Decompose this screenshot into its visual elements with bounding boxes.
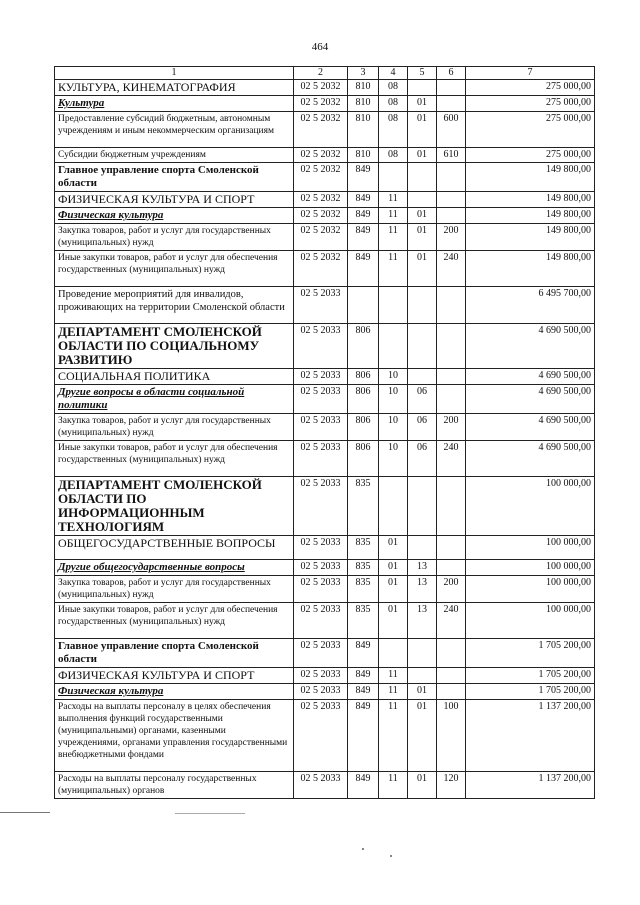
subsection-code-cell bbox=[408, 477, 437, 536]
table-row bbox=[55, 287, 595, 324]
subsection-code-cell: 06 bbox=[408, 441, 437, 477]
target-code-cell: 02 5 2033 bbox=[294, 639, 348, 668]
department-code-cell: 849 bbox=[348, 192, 379, 208]
subsection-code-cell: 13 bbox=[408, 560, 437, 576]
header-col-4: 4 bbox=[379, 67, 408, 80]
section-code-cell: 10 bbox=[379, 414, 408, 441]
department-code-cell bbox=[348, 287, 379, 324]
subsection-code-cell: 01 bbox=[408, 112, 437, 148]
amount-cell: 1 137 200,00 bbox=[466, 772, 595, 799]
target-code-cell: 02 5 2033 bbox=[294, 385, 348, 414]
table-row bbox=[55, 148, 595, 163]
table-row bbox=[55, 536, 595, 560]
table-row bbox=[55, 163, 595, 192]
table-row bbox=[55, 324, 595, 369]
target-code-cell: 02 5 2032 bbox=[294, 80, 348, 96]
section-code-cell: 08 bbox=[379, 148, 408, 163]
expense-type-cell bbox=[437, 560, 466, 576]
department-code-cell: 806 bbox=[348, 414, 379, 441]
target-code-cell: 02 5 2033 bbox=[294, 668, 348, 684]
expense-type-cell: 240 bbox=[437, 441, 466, 477]
row-name-cell: Закупка товаров, работ и услуг для государственных (муниципальных) нужд bbox=[55, 414, 294, 441]
target-code-cell: 02 5 2033 bbox=[294, 369, 348, 385]
department-code-cell: 806 bbox=[348, 385, 379, 414]
amount-cell: 149 800,00 bbox=[466, 224, 595, 251]
page-number: 464 bbox=[311, 41, 329, 53]
department-code-cell: 835 bbox=[348, 477, 379, 536]
header-col-7: 7 bbox=[466, 67, 595, 80]
section-code-cell: 10 bbox=[379, 369, 408, 385]
expense-type-cell: 200 bbox=[437, 224, 466, 251]
amount-cell: 1 705 200,00 bbox=[466, 639, 595, 668]
department-code-cell: 835 bbox=[348, 560, 379, 576]
department-code-cell: 835 bbox=[348, 576, 379, 603]
department-code-cell: 849 bbox=[348, 224, 379, 251]
target-code-cell: 02 5 2032 bbox=[294, 224, 348, 251]
expense-type-cell: 200 bbox=[437, 414, 466, 441]
subsection-code-cell: 06 bbox=[408, 385, 437, 414]
expense-type-cell: 200 bbox=[437, 576, 466, 603]
table-row bbox=[55, 441, 595, 477]
department-code-cell: 835 bbox=[348, 536, 379, 560]
expense-type-cell: 610 bbox=[437, 148, 466, 163]
row-name-cell: ФИЗИЧЕСКАЯ КУЛЬТУРА И СПОРТ bbox=[55, 668, 294, 684]
amount-cell: 275 000,00 bbox=[466, 112, 595, 148]
department-code-cell: 835 bbox=[348, 603, 379, 639]
amount-cell: 149 800,00 bbox=[466, 208, 595, 224]
department-code-cell: 849 bbox=[348, 700, 379, 772]
amount-cell: 6 495 700,00 bbox=[466, 287, 595, 324]
header-col-3: 3 bbox=[348, 67, 379, 80]
row-name-cell: ДЕПАРТАМЕНТ СМОЛЕНСКОЙ ОБЛАСТИ ПО ИНФОРМАЦИОННЫМ ТЕХНОЛОГИЯМ bbox=[55, 477, 294, 536]
row-name-cell: Иные закупки товаров, работ и услуг для обеспечения государственных (муниципальных) нужд bbox=[55, 603, 294, 639]
expense-type-cell: 120 bbox=[437, 772, 466, 799]
section-code-cell: 11 bbox=[379, 700, 408, 772]
header-col-1: 1 bbox=[55, 67, 294, 80]
amount-cell: 4 690 500,00 bbox=[466, 385, 595, 414]
subsection-code-cell bbox=[408, 324, 437, 369]
expense-type-cell bbox=[437, 668, 466, 684]
section-code-cell bbox=[379, 639, 408, 668]
table-row bbox=[55, 96, 595, 112]
section-code-cell: 10 bbox=[379, 441, 408, 477]
target-code-cell: 02 5 2033 bbox=[294, 324, 348, 369]
amount-cell: 275 000,00 bbox=[466, 80, 595, 96]
department-code-cell: 849 bbox=[348, 208, 379, 224]
table-body bbox=[55, 80, 595, 799]
department-code-cell: 806 bbox=[348, 441, 379, 477]
table-row bbox=[55, 369, 595, 385]
amount-cell: 100 000,00 bbox=[466, 576, 595, 603]
target-code-cell: 02 5 2033 bbox=[294, 477, 348, 536]
budget-table bbox=[54, 66, 595, 799]
section-code-cell: 08 bbox=[379, 112, 408, 148]
table-row bbox=[55, 477, 595, 536]
subsection-code-cell bbox=[408, 369, 437, 385]
subsection-code-cell: 01 bbox=[408, 700, 437, 772]
expense-type-cell bbox=[437, 684, 466, 700]
expense-type-cell: 240 bbox=[437, 603, 466, 639]
table-row bbox=[55, 603, 595, 639]
subsection-code-cell: 01 bbox=[408, 251, 437, 287]
row-name-cell: Главное управление спорта Смоленской области bbox=[55, 639, 294, 668]
amount-cell: 149 800,00 bbox=[466, 251, 595, 287]
row-name-cell: ДЕПАРТАМЕНТ СМОЛЕНСКОЙ ОБЛАСТИ ПО СОЦИАЛЬНОМУ РАЗВИТИЮ bbox=[55, 324, 294, 369]
table-row bbox=[55, 80, 595, 96]
expense-type-cell bbox=[437, 477, 466, 536]
subsection-code-cell: 13 bbox=[408, 576, 437, 603]
target-code-cell: 02 5 2032 bbox=[294, 96, 348, 112]
expense-type-cell bbox=[437, 639, 466, 668]
subsection-code-cell bbox=[408, 668, 437, 684]
table-row bbox=[55, 700, 595, 772]
expense-type-cell bbox=[437, 369, 466, 385]
subsection-code-cell: 06 bbox=[408, 414, 437, 441]
subsection-code-cell: 01 bbox=[408, 684, 437, 700]
amount-cell: 275 000,00 bbox=[466, 96, 595, 112]
section-code-cell: 11 bbox=[379, 668, 408, 684]
section-code-cell bbox=[379, 477, 408, 536]
section-code-cell bbox=[379, 163, 408, 192]
table-row bbox=[55, 112, 595, 148]
section-code-cell: 11 bbox=[379, 684, 408, 700]
target-code-cell: 02 5 2033 bbox=[294, 287, 348, 324]
department-code-cell: 849 bbox=[348, 684, 379, 700]
subsection-code-cell: 13 bbox=[408, 603, 437, 639]
row-name-cell: Закупка товаров, работ и услуг для государственных (муниципальных) нужд bbox=[55, 576, 294, 603]
amount-cell: 100 000,00 bbox=[466, 477, 595, 536]
target-code-cell: 02 5 2033 bbox=[294, 414, 348, 441]
amount-cell: 4 690 500,00 bbox=[466, 441, 595, 477]
row-name-cell: Закупка товаров, работ и услуг для государственных (муниципальных) нужд bbox=[55, 224, 294, 251]
section-code-cell: 11 bbox=[379, 772, 408, 799]
table-row bbox=[55, 224, 595, 251]
section-code-cell: 11 bbox=[379, 192, 408, 208]
target-code-cell: 02 5 2032 bbox=[294, 163, 348, 192]
section-code-cell: 08 bbox=[379, 96, 408, 112]
section-code-cell: 11 bbox=[379, 251, 408, 287]
table-row bbox=[55, 576, 595, 603]
expense-type-cell: 600 bbox=[437, 112, 466, 148]
target-code-cell: 02 5 2032 bbox=[294, 192, 348, 208]
target-code-cell: 02 5 2033 bbox=[294, 772, 348, 799]
amount-cell: 4 690 500,00 bbox=[466, 414, 595, 441]
subsection-code-cell bbox=[408, 80, 437, 96]
amount-cell: 1 705 200,00 bbox=[466, 668, 595, 684]
scan-artifact bbox=[0, 812, 50, 813]
subsection-code-cell: 01 bbox=[408, 224, 437, 251]
amount-cell: 149 800,00 bbox=[466, 163, 595, 192]
expense-type-cell bbox=[437, 385, 466, 414]
row-name-cell: Иные закупки товаров, работ и услуг для обеспечения государственных (муниципальных) нужд bbox=[55, 251, 294, 287]
subsection-code-cell bbox=[408, 536, 437, 560]
department-code-cell: 849 bbox=[348, 772, 379, 799]
table-row bbox=[55, 639, 595, 668]
target-code-cell: 02 5 2033 bbox=[294, 603, 348, 639]
table-row bbox=[55, 385, 595, 414]
expense-type-cell bbox=[437, 324, 466, 369]
target-code-cell: 02 5 2033 bbox=[294, 441, 348, 477]
amount-cell: 4 690 500,00 bbox=[466, 369, 595, 385]
row-name-cell: Расходы на выплаты персоналу в целях обеспечения выполнения функций государственными (муниципальными) органами, казенными учреждениями, органами управления государственными внебюджетными фондами bbox=[55, 700, 294, 772]
target-code-cell: 02 5 2033 bbox=[294, 700, 348, 772]
section-code-cell bbox=[379, 287, 408, 324]
scan-artifact bbox=[362, 848, 364, 850]
amount-cell: 4 690 500,00 bbox=[466, 324, 595, 369]
expense-type-cell: 240 bbox=[437, 251, 466, 287]
section-code-cell: 08 bbox=[379, 80, 408, 96]
row-name-cell: Предоставление субсидий бюджетным, автономным учреждениям и иным некоммерческим организациям bbox=[55, 112, 294, 148]
row-name-cell: Физическая культура bbox=[55, 684, 294, 700]
expense-type-cell bbox=[437, 536, 466, 560]
table-row bbox=[55, 251, 595, 287]
amount-cell: 275 000,00 bbox=[466, 148, 595, 163]
target-code-cell: 02 5 2033 bbox=[294, 576, 348, 603]
row-name-cell: КУЛЬТУРА, КИНЕМАТОГРАФИЯ bbox=[55, 80, 294, 96]
section-code-cell: 10 bbox=[379, 385, 408, 414]
row-name-cell: Проведение мероприятий для инвалидов, проживающих на территории Смоленской области bbox=[55, 287, 294, 324]
subsection-code-cell: 01 bbox=[408, 208, 437, 224]
section-code-cell: 01 bbox=[379, 560, 408, 576]
department-code-cell: 810 bbox=[348, 112, 379, 148]
target-code-cell: 02 5 2032 bbox=[294, 148, 348, 163]
target-code-cell: 02 5 2032 bbox=[294, 251, 348, 287]
table-row bbox=[55, 192, 595, 208]
amount-cell: 100 000,00 bbox=[466, 603, 595, 639]
row-name-cell: ОБЩЕГОСУДАРСТВЕННЫЕ ВОПРОСЫ bbox=[55, 536, 294, 560]
subsection-code-cell bbox=[408, 639, 437, 668]
target-code-cell: 02 5 2033 bbox=[294, 560, 348, 576]
scan-artifact bbox=[390, 855, 392, 857]
amount-cell: 100 000,00 bbox=[466, 560, 595, 576]
section-code-cell: 11 bbox=[379, 224, 408, 251]
expense-type-cell bbox=[437, 192, 466, 208]
table-row bbox=[55, 560, 595, 576]
expense-type-cell bbox=[437, 80, 466, 96]
expense-type-cell bbox=[437, 287, 466, 324]
target-code-cell: 02 5 2033 bbox=[294, 536, 348, 560]
target-code-cell: 02 5 2033 bbox=[294, 684, 348, 700]
target-code-cell: 02 5 2032 bbox=[294, 112, 348, 148]
amount-cell: 1 705 200,00 bbox=[466, 684, 595, 700]
department-code-cell: 849 bbox=[348, 639, 379, 668]
header-col-5: 5 bbox=[408, 67, 437, 80]
amount-cell: 149 800,00 bbox=[466, 192, 595, 208]
subsection-code-cell bbox=[408, 163, 437, 192]
header-row bbox=[55, 67, 595, 80]
expense-type-cell bbox=[437, 96, 466, 112]
department-code-cell: 849 bbox=[348, 668, 379, 684]
section-code-cell: 11 bbox=[379, 208, 408, 224]
department-code-cell: 810 bbox=[348, 80, 379, 96]
amount-cell: 1 137 200,00 bbox=[466, 700, 595, 772]
row-name-cell: ФИЗИЧЕСКАЯ КУЛЬТУРА И СПОРТ bbox=[55, 192, 294, 208]
department-code-cell: 806 bbox=[348, 324, 379, 369]
subsection-code-cell: 01 bbox=[408, 148, 437, 163]
expense-type-cell: 100 bbox=[437, 700, 466, 772]
subsection-code-cell bbox=[408, 287, 437, 324]
amount-cell: 100 000,00 bbox=[466, 536, 595, 560]
department-code-cell: 806 bbox=[348, 369, 379, 385]
table-row bbox=[55, 684, 595, 700]
expense-type-cell bbox=[437, 208, 466, 224]
section-code-cell bbox=[379, 324, 408, 369]
expense-type-cell bbox=[437, 163, 466, 192]
row-name-cell: СОЦИАЛЬНАЯ ПОЛИТИКА bbox=[55, 369, 294, 385]
row-name-cell: Субсидии бюджетным учреждениям bbox=[55, 148, 294, 163]
subsection-code-cell: 01 bbox=[408, 772, 437, 799]
row-name-cell: Иные закупки товаров, работ и услуг для обеспечения государственных (муниципальных) нужд bbox=[55, 441, 294, 477]
row-name-cell: Другие общегосударственные вопросы bbox=[55, 560, 294, 576]
row-name-cell: Физическая культура bbox=[55, 208, 294, 224]
row-name-cell: Расходы на выплаты персоналу государственных (муниципальных) органов bbox=[55, 772, 294, 799]
subsection-code-cell: 01 bbox=[408, 96, 437, 112]
section-code-cell: 01 bbox=[379, 576, 408, 603]
subsection-code-cell bbox=[408, 192, 437, 208]
header-col-6: 6 bbox=[437, 67, 466, 80]
target-code-cell: 02 5 2032 bbox=[294, 208, 348, 224]
row-name-cell: Культура bbox=[55, 96, 294, 112]
row-name-cell: Главное управление спорта Смоленской области bbox=[55, 163, 294, 192]
department-code-cell: 810 bbox=[348, 96, 379, 112]
table-row bbox=[55, 668, 595, 684]
section-code-cell: 01 bbox=[379, 603, 408, 639]
table-row bbox=[55, 208, 595, 224]
section-code-cell: 01 bbox=[379, 536, 408, 560]
table-row bbox=[55, 772, 595, 799]
scan-artifact bbox=[175, 813, 245, 814]
department-code-cell: 810 bbox=[348, 148, 379, 163]
department-code-cell: 849 bbox=[348, 251, 379, 287]
department-code-cell: 849 bbox=[348, 163, 379, 192]
row-name-cell: Другие вопросы в области социальной политики bbox=[55, 385, 294, 414]
table-row bbox=[55, 414, 595, 441]
header-col-2: 2 bbox=[294, 67, 348, 80]
